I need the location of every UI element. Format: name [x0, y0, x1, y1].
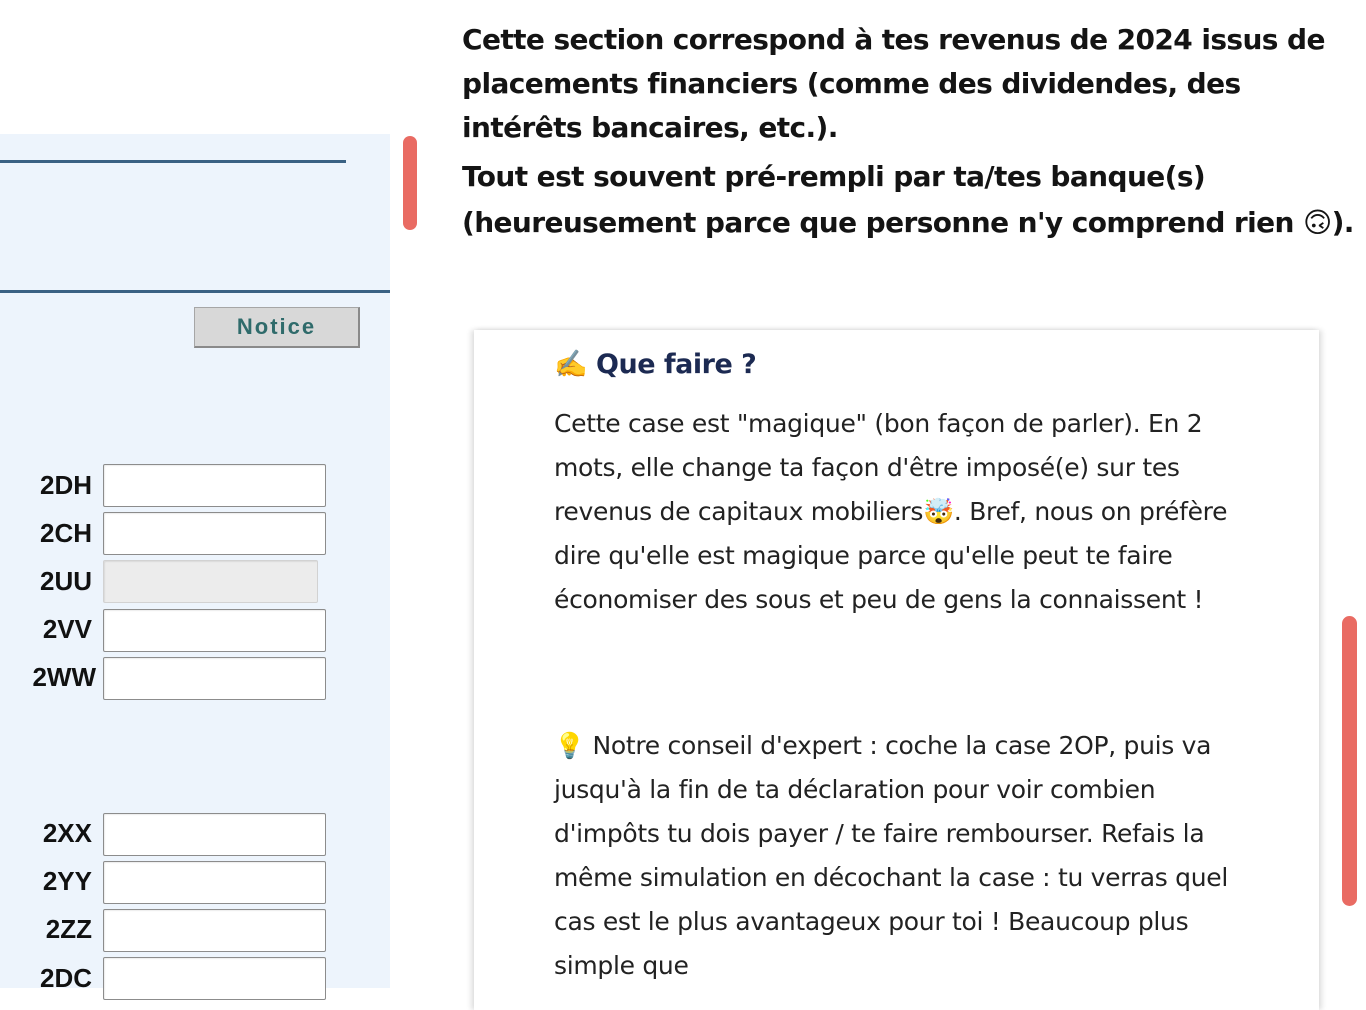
field-input-2ch[interactable] — [103, 512, 326, 555]
field-input-2dh[interactable] — [103, 464, 326, 507]
field-input-2ww[interactable] — [103, 657, 326, 700]
field-label-2dh: 2DH — [39, 470, 92, 500]
field-label-2zz: 2ZZ — [45, 914, 92, 944]
upside-down-face-icon: 🙃 — [1303, 206, 1332, 239]
field-input-2dc[interactable] — [103, 957, 326, 1000]
field-label-2uu: 2UU — [39, 566, 92, 596]
divider — [0, 160, 346, 163]
writing-hand-icon: ✍️ — [554, 349, 588, 380]
tax-form-panel — [0, 134, 390, 993]
card-paragraph-2: 💡 Notre conseil d'expert : coche la case 2OP, puis va jusqu'à la fin de ta déclaration pour voir combien d'impôts tu dois payer / te faire rembourser. Refais la même simulation en décochant la case : tu verras quel cas est le plus avantageux pour toi ! Beaucoup plus simple que — [554, 731, 1228, 980]
field-label-2xx: 2XX — [42, 818, 92, 848]
field-input-2xx[interactable] — [103, 813, 326, 856]
field-input-2uu — [103, 560, 318, 603]
field-label-2vv: 2VV — [42, 614, 92, 644]
card-paragraph-1: Cette case est "magique" (bon façon de parler). En 2 mots, elle change ta façon d'être imposé(e) sur tes revenus de capitaux mobiliers🤯. Bref, nous on préfère dire qu'elle est magique parce qu'elle peut te faire économiser des sous et peu de gens la connaissent ! — [554, 409, 1228, 614]
intro-line-2: Tout est souvent pré-rempli par ta/tes banque(s) (heureusement parce que personne n'y comprend rien 🙃). — [462, 160, 1354, 239]
divider — [0, 290, 390, 293]
notice-button[interactable]: Notice — [194, 307, 360, 348]
light-bulb-icon: 💡 — [554, 731, 585, 760]
field-input-2zz[interactable] — [103, 909, 326, 952]
field-label-2dc: 2DC — [39, 963, 92, 993]
field-input-2vv[interactable] — [103, 609, 326, 652]
exploding-head-icon: 🤯 — [923, 497, 954, 526]
section-intro — [462, 18, 1362, 246]
scrollbar-thumb-right[interactable] — [1342, 616, 1357, 906]
intro-line-1: Cette section correspond à tes revenus de 2024 issus de placements financiers (comme des dividendes, des intérêts bancaires, etc.). — [462, 23, 1325, 144]
field-label-2yy: 2YY — [42, 866, 92, 896]
field-input-2yy[interactable] — [103, 861, 326, 904]
info-card — [474, 330, 1319, 1010]
card-title — [554, 348, 756, 380]
field-label-2ww: 2WW — [32, 662, 96, 692]
card-title-text: Que faire ? — [596, 349, 757, 380]
field-label-2ch: 2CH — [39, 518, 92, 548]
scrollbar-thumb-left[interactable] — [403, 136, 417, 230]
